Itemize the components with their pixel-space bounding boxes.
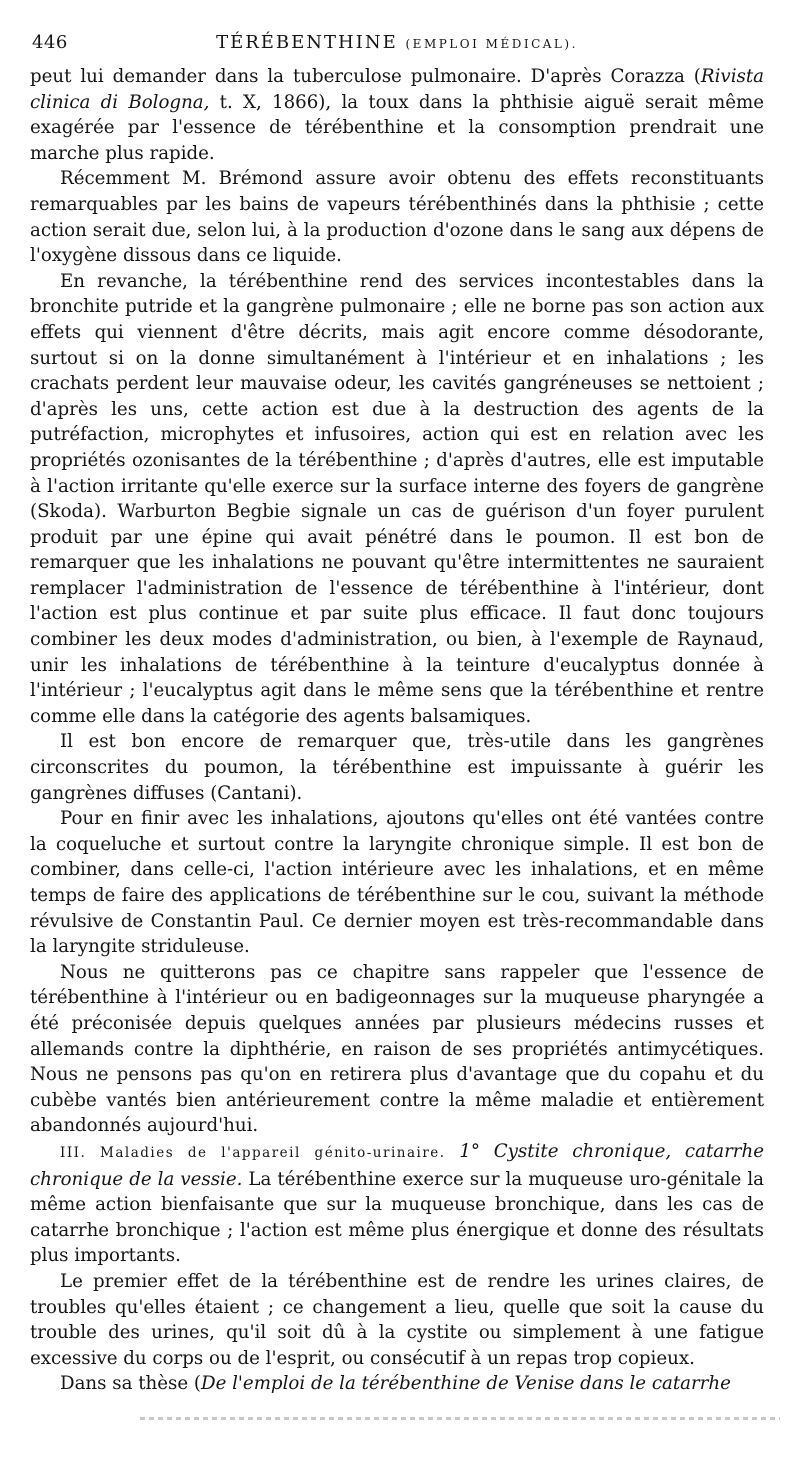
subsection-title: 1° Cystite chronique, catarrhe chronique de la vessie.	[30, 1140, 764, 1190]
paragraph-5: Pour en finir avec les inhalations, ajoutons qu'elles ont été vantées contre la coqueluche et surtout contre la laryngite chronique simple. Il est bon de combiner, dans celle-ci, l'action intérieure avec les inhalations, et en même temps de faire des applications de térébenthine sur le cou, suivant la méthode révulsive de Constantin Paul. Ce dernier moyen est très-recommandable dans la laryngite striduleuse.	[30, 808, 764, 958]
paragraph-2: Récemment M. Brémond assure avoir obtenu des effets reconstituants remarquables par les bains de vapeurs térébenthinés dans la phthisie ; cette action serait due, selon lui, à la production d'ozone dans le sang aux dépens de l'oxygène dissous dans ce liquide.	[30, 168, 764, 267]
paragraph-6: Nous ne quitterons pas ce chapitre sans rappeler que l'essence de térébenthine à l'intérieur ou en badigeonnages sur la muqueuse pharyngée a été préconisée depuis quelques années par plusieurs médecins russes et allemands contre la diphthérie, en raison de ses propriétés antimycétiques. Nous ne pensons pas qu'on en retirera plus d'avantage que du copahu et du cubèbe vantés bien antérieurement contre la même maladie et entièrement abandonnés aujourd'hui.	[30, 961, 764, 1137]
page-number: 446	[32, 32, 68, 53]
paragraph-9	[30, 1371, 764, 1397]
paragraph-1-text-a: peut lui demander dans la tuberculose pulmonaire. D'après Corazza (	[30, 66, 701, 87]
paragraph-7-text: La térébenthine exerce sur la muqueuse uro-génitale la même action bienfaisante que sur la muqueuse bronchique, dans les cas de catarrhe bronchique ; l'action est même plus énergique et donne des résultats plus importants.	[30, 1168, 764, 1267]
running-title-main: TÉRÉBENTHINE	[216, 32, 398, 53]
running-title-sub: (EMPLOI MÉDICAL).	[405, 37, 578, 51]
paragraph-9-title: De l'emploi de la térébenthine de Venise dans le catarrhe	[200, 1373, 731, 1395]
running-head	[30, 26, 764, 54]
paragraph-7	[30, 1139, 764, 1269]
paragraph-1-text-b: t. X, 1866), la toux dans la phthisie aiguë serait même exagérée par l'essence de térébenthine et la consomption prendrait une marche plus rapide.	[30, 91, 764, 164]
paragraph-3: En revanche, la térébenthine rend des services incontestables dans la bronchite putride et la gangrène pulmonaire ; elle ne borne pas son action aux effets qui viennent d'être décrits, mais agit encore comme désodorante, surtout si on la donne simultanément à l'intérieur et en inhalations ; les crachats perdent leur mauvaise odeur, les cavités gangréneuses se nettoient ; d'après les uns, cette action est due à la destruction des agents de la putréfaction, microphytes et infusoires, action qui est en relation avec les propriétés ozonisantes de la térébenthine ; d'après d'autres, elle est imputable à l'action irritante qu'elle exerce sur la surface interne des foyers de gangrène (Skoda). Warburton Begbie signale un cas de guérison d'un foyer purulent produit par une épine qui avait pénétré dans le poumon. Il est bon de remarquer que les inhalations ne pouvant qu'être intermittentes ne sauraient remplacer l'administration de l'essence de térébenthine à l'intérieur, dont l'action est plus continue et par suite plus efficace. Il faut donc toujours combiner les deux modes d'administration, ou bien, à l'exemple de Raynaud, unir les inhalations de térébenthine à la teinture d'eucalyptus donnée à l'intérieur ; l'eucalyptus agit dans le même sens que la térébenthine et rentre comme elle dans la catégorie des agents balsamiques.	[30, 270, 764, 727]
faded-bottom-line	[140, 1417, 780, 1420]
paragraph-1	[30, 64, 764, 166]
body-text	[30, 64, 764, 1397]
paragraph-1-citation: Rivista clinica di Bologna,	[30, 66, 764, 113]
section-heading: III. Maladies de l'appareil génito-urinaire.	[60, 1144, 446, 1161]
paragraph-4: Il est bon encore de remarquer que, très-utile dans les gangrènes circonscrites du poumon, la térébenthine est impuissante à guérir les gangrènes diffuses (Cantani).	[30, 731, 764, 804]
paragraph-9-text: Dans sa thèse (	[60, 1373, 201, 1395]
paragraph-8: Le premier effet de la térébenthine est de rendre les urines claires, de troubles qu'elles étaient ; ce changement a lieu, quelle que soit la cause du trouble des urines, qu'il soit dû à la cystite ou simplement à une fatigue excessive du corps ou de l'esprit, ou consécutif à un repas trop copieux.	[30, 1270, 764, 1369]
running-title	[30, 32, 764, 53]
